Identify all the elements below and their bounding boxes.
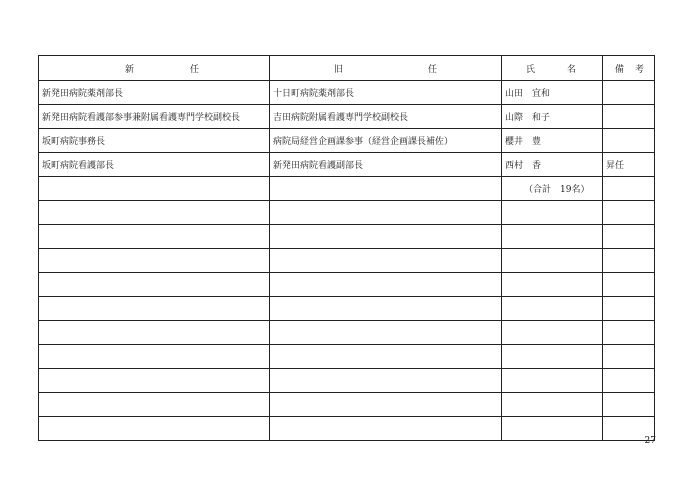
remarks-cell [603, 177, 655, 201]
remarks-cell: 昇任 [603, 153, 655, 177]
page-number: 27 [644, 436, 656, 446]
table-row-empty [39, 417, 655, 441]
name-cell: 山際 和子 [502, 105, 603, 129]
table-row [39, 177, 655, 201]
table-row [39, 129, 655, 153]
table-row [39, 153, 655, 177]
header-remarks: 備 考 [603, 56, 655, 81]
new-position-cell [39, 177, 270, 201]
table-row-empty [39, 249, 655, 273]
table-row-empty [39, 369, 655, 393]
remarks-cell [603, 129, 655, 153]
personnel-table [38, 55, 655, 441]
old-position-cell: 病院局経営企画課参事（経営企画課長補佐） [270, 129, 502, 153]
old-position-cell: 新発田病院看護副部長 [270, 153, 502, 177]
header-old-position: 旧 任 [270, 56, 502, 81]
total-count-cell: （合計 19名） [502, 177, 603, 201]
table-row-empty [39, 273, 655, 297]
new-position-cell: 新発田病院薬剤部長 [39, 81, 270, 105]
remarks-cell [603, 81, 655, 105]
table-row [39, 105, 655, 129]
name-cell: 山田 宜和 [502, 81, 603, 105]
name-cell: 西村 香 [502, 153, 603, 177]
table-row-empty [39, 345, 655, 369]
table-row-empty [39, 321, 655, 345]
header-name: 氏 名 [502, 56, 603, 81]
header-new-position: 新 任 [39, 56, 270, 81]
table-header-row [39, 56, 655, 81]
old-position-cell [270, 177, 502, 201]
name-cell: 櫻井 豊 [502, 129, 603, 153]
table-row [39, 81, 655, 105]
table-row-empty [39, 393, 655, 417]
old-position-cell: 吉田病院附属看護専門学校副校長 [270, 105, 502, 129]
old-position-cell: 十日町病院薬剤部長 [270, 81, 502, 105]
new-position-cell: 坂町病院看護部長 [39, 153, 270, 177]
table-row-empty [39, 297, 655, 321]
table-row-empty [39, 201, 655, 225]
new-position-cell: 坂町病院事務長 [39, 129, 270, 153]
new-position-cell: 新発田病院看護部参事兼附属看護専門学校副校長 [39, 105, 270, 129]
remarks-cell [603, 105, 655, 129]
table-row-empty [39, 225, 655, 249]
